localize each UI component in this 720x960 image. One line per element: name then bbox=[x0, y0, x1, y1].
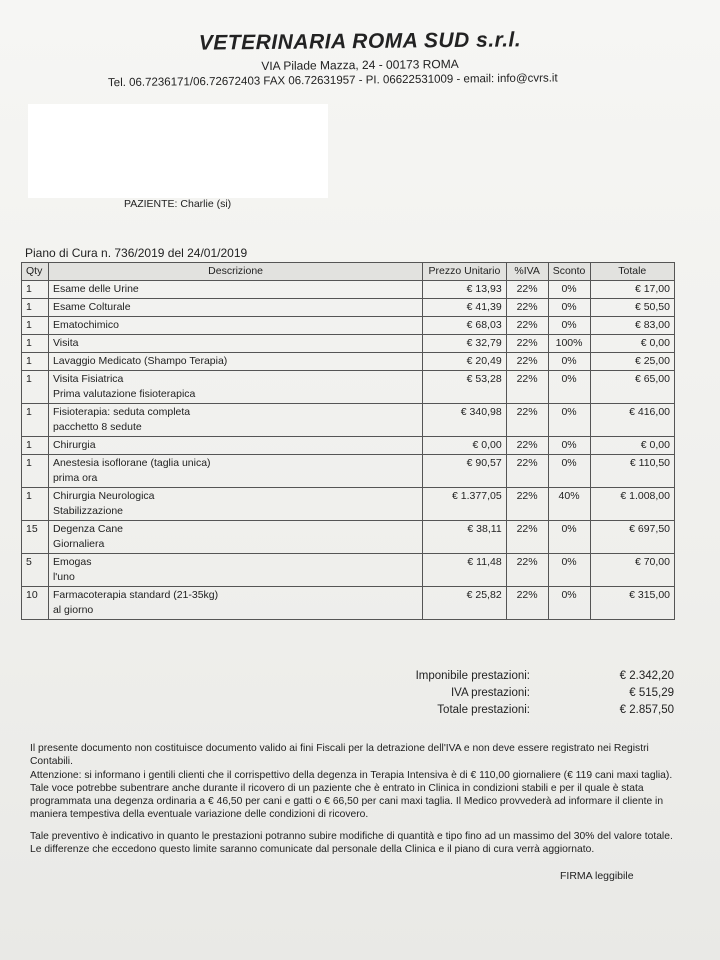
totals-row bbox=[400, 687, 680, 704]
cell-iva bbox=[506, 521, 548, 554]
cell-discount bbox=[548, 335, 590, 353]
cell-total-text: € 50,50 bbox=[634, 301, 670, 313]
cell-total bbox=[590, 455, 674, 488]
cell-description-detail: l'uno bbox=[52, 571, 75, 583]
cell-discount-text: 0% bbox=[561, 556, 577, 568]
cell-qty-text: 1 bbox=[26, 406, 32, 418]
cell-iva-text: 22% bbox=[516, 406, 538, 418]
cell-discount bbox=[548, 587, 590, 620]
cell-total-text: € 25,00 bbox=[634, 355, 670, 367]
cell-discount bbox=[548, 317, 590, 335]
cell-description bbox=[48, 371, 422, 404]
cell-unit-price-text: € 20,49 bbox=[466, 355, 502, 367]
cell-qty bbox=[22, 455, 49, 488]
cell-iva bbox=[506, 281, 548, 299]
cell-qty bbox=[22, 587, 49, 620]
cell-discount-text: 0% bbox=[561, 355, 577, 367]
cell-unit-price-text: € 25,82 bbox=[466, 589, 502, 601]
cell-unit-price bbox=[423, 554, 506, 587]
cell-qty bbox=[22, 488, 49, 521]
cell-qty bbox=[22, 335, 49, 353]
cell-qty bbox=[22, 404, 49, 437]
cell-total bbox=[590, 317, 674, 335]
cell-iva-text: 22% bbox=[516, 556, 538, 568]
cell-iva bbox=[506, 353, 548, 371]
totals-label: Imponibile prestazioni: bbox=[415, 670, 530, 682]
cell-discount-text: 0% bbox=[561, 589, 577, 601]
cell-discount-text: 100% bbox=[555, 337, 583, 349]
cell-qty-text: 1 bbox=[26, 337, 32, 349]
cell-description bbox=[48, 554, 422, 587]
cell-total-text: € 315,00 bbox=[629, 589, 670, 601]
cell-description-detail: pacchetto 8 sedute bbox=[52, 421, 142, 433]
cell-total bbox=[590, 335, 674, 353]
cell-unit-price-text: € 32,79 bbox=[466, 337, 502, 349]
cell-discount bbox=[548, 353, 590, 371]
table-row bbox=[22, 521, 675, 554]
fiscal-note: Il presente documento non costituisce documento valido ai fini Fiscali per la detrazione dell'IVA e non deve essere registrato nei Registri Contabili. bbox=[30, 743, 649, 767]
cell-unit-price bbox=[423, 299, 506, 317]
cell-total bbox=[590, 554, 674, 587]
estimate-note: Tale preventivo è indicativo in quanto le prestazioni potranno subire modifiche di quantità e tipo fino ad un massimo del 30% del valore totale. Le differenze che eccedono questo limite saranno comunicate dal personale della Clinica e il piano di cura verrà aggiornato. bbox=[30, 831, 673, 855]
cell-unit-price-text: € 340,98 bbox=[460, 406, 502, 418]
cell-qty bbox=[22, 371, 49, 404]
cell-iva-text: 22% bbox=[516, 319, 538, 331]
cell-qty-text: 15 bbox=[26, 523, 38, 535]
totals-row bbox=[400, 704, 680, 721]
cell-iva bbox=[506, 404, 548, 437]
cell-unit-price-text: € 41,39 bbox=[466, 301, 502, 313]
header-qty: Qty bbox=[22, 263, 49, 281]
cell-iva bbox=[506, 488, 548, 521]
cell-unit-price bbox=[423, 404, 506, 437]
cell-iva bbox=[506, 335, 548, 353]
cell-description-text: Chirurgia Neurologica bbox=[52, 490, 155, 502]
cell-iva bbox=[506, 437, 548, 455]
cell-description-detail: Prima valutazione fisioterapica bbox=[52, 388, 196, 400]
cell-total-text: € 416,00 bbox=[629, 406, 670, 418]
cell-iva-text: 22% bbox=[516, 457, 538, 469]
header-unit-price: Prezzo Unitario bbox=[423, 263, 506, 281]
cell-discount-text: 0% bbox=[561, 319, 577, 331]
cell-discount bbox=[548, 299, 590, 317]
cell-total bbox=[590, 404, 674, 437]
cell-description-text: Lavaggio Medicato (Shampo Terapia) bbox=[52, 355, 228, 367]
cell-discount-text: 40% bbox=[558, 490, 580, 502]
cell-qty bbox=[22, 299, 49, 317]
cell-total bbox=[590, 437, 674, 455]
cell-description-text: Fisioterapia: seduta completa bbox=[52, 406, 191, 418]
table-row bbox=[22, 353, 675, 371]
totals-value: € 2.857,50 bbox=[619, 704, 674, 716]
cell-discount bbox=[548, 521, 590, 554]
cell-iva-text: 22% bbox=[516, 355, 538, 367]
cell-iva bbox=[506, 371, 548, 404]
cell-discount bbox=[548, 455, 590, 488]
cell-description-text: Degenza Cane bbox=[52, 523, 124, 535]
cell-iva bbox=[506, 455, 548, 488]
cell-qty-text: 1 bbox=[26, 283, 32, 295]
cell-unit-price-text: € 68,03 bbox=[466, 319, 502, 331]
table-row bbox=[22, 281, 675, 299]
cell-description-detail: prima ora bbox=[52, 472, 98, 484]
care-plan-title: Piano di Cura n. 736/2019 del 24/01/2019 bbox=[25, 246, 248, 260]
cell-description bbox=[48, 437, 422, 455]
table-row bbox=[22, 455, 675, 488]
cell-discount-text: 0% bbox=[561, 373, 577, 385]
cell-discount-text: 0% bbox=[561, 406, 577, 418]
cell-description-text: Anestesia isoflorane (taglia unica) bbox=[52, 457, 211, 469]
totals-row bbox=[400, 670, 680, 687]
totals-label: Totale prestazioni: bbox=[437, 704, 530, 716]
table-row bbox=[22, 404, 675, 437]
cell-unit-price bbox=[423, 371, 506, 404]
company-address: VIA Pilade Mazza, 24 - 00173 ROMA bbox=[261, 56, 459, 74]
cell-total bbox=[590, 353, 674, 371]
patient-name: PAZIENTE: Charlie (si) bbox=[124, 198, 232, 210]
cell-description bbox=[48, 587, 422, 620]
cell-discount bbox=[548, 404, 590, 437]
cell-unit-price bbox=[423, 437, 506, 455]
cell-total bbox=[590, 371, 674, 404]
cell-total-text: € 17,00 bbox=[634, 283, 670, 295]
cell-unit-price bbox=[423, 317, 506, 335]
cell-discount bbox=[548, 554, 590, 587]
cell-total-text: € 1.008,00 bbox=[620, 490, 670, 502]
cell-discount bbox=[548, 281, 590, 299]
cell-qty bbox=[22, 554, 49, 587]
cell-qty bbox=[22, 437, 49, 455]
cell-iva-text: 22% bbox=[516, 490, 538, 502]
table-row bbox=[22, 437, 675, 455]
cell-description bbox=[48, 455, 422, 488]
cell-total bbox=[590, 587, 674, 620]
cell-discount-text: 0% bbox=[561, 439, 577, 451]
cell-qty bbox=[22, 521, 49, 554]
table-row bbox=[22, 554, 675, 587]
cell-description-text: Visita Fisiatrica bbox=[52, 373, 124, 385]
cell-unit-price-text: € 38,11 bbox=[467, 523, 502, 535]
cell-qty-text: 1 bbox=[26, 355, 32, 367]
totals-value: € 515,29 bbox=[629, 687, 674, 699]
cell-iva bbox=[506, 587, 548, 620]
cell-qty-text: 10 bbox=[26, 589, 38, 601]
cell-total-text: € 0,00 bbox=[640, 337, 670, 349]
table-row bbox=[22, 299, 675, 317]
cell-description bbox=[48, 353, 422, 371]
cell-description-text: Esame delle Urine bbox=[52, 283, 139, 295]
cell-iva-text: 22% bbox=[516, 589, 538, 601]
cell-iva bbox=[506, 299, 548, 317]
cell-qty bbox=[22, 353, 49, 371]
cell-description-detail: Stabilizzazione bbox=[52, 505, 124, 517]
cell-unit-price-text: € 53,28 bbox=[466, 373, 502, 385]
cell-unit-price bbox=[423, 335, 506, 353]
table-row bbox=[22, 317, 675, 335]
cell-iva-text: 22% bbox=[516, 523, 538, 535]
items-table bbox=[21, 262, 675, 620]
header-discount: Sconto bbox=[548, 263, 590, 281]
cell-unit-price-text: € 13,93 bbox=[466, 283, 502, 295]
cell-qty-text: 1 bbox=[26, 373, 32, 385]
company-name: VETERINARIA ROMA SUD s.r.l. bbox=[198, 28, 522, 55]
cell-qty-text: 1 bbox=[26, 490, 32, 502]
cell-qty-text: 1 bbox=[26, 319, 32, 331]
cell-qty bbox=[22, 317, 49, 335]
cell-description bbox=[48, 488, 422, 521]
cell-qty-text: 1 bbox=[26, 301, 32, 313]
cell-qty-text: 5 bbox=[26, 556, 32, 568]
company-contacts: Tel. 06.7236171/06.72672403 FAX 06.72631957 - PI. 06622531009 - email: info@cvrs.it bbox=[107, 72, 558, 90]
cell-unit-price-text: € 11,48 bbox=[467, 556, 502, 568]
cell-unit-price bbox=[423, 521, 506, 554]
cell-iva-text: 22% bbox=[516, 283, 538, 295]
cell-discount-text: 0% bbox=[561, 523, 577, 535]
cell-qty-text: 1 bbox=[26, 439, 32, 451]
cell-discount bbox=[548, 488, 590, 521]
cell-unit-price bbox=[423, 353, 506, 371]
cell-discount bbox=[548, 371, 590, 404]
cell-total bbox=[590, 521, 674, 554]
cell-total bbox=[590, 299, 674, 317]
cell-total-text: € 70,00 bbox=[634, 556, 670, 568]
cell-unit-price-text: € 0,00 bbox=[472, 439, 502, 451]
table-row bbox=[22, 371, 675, 404]
cell-description-text: Ematochimico bbox=[52, 319, 119, 331]
cell-discount-text: 0% bbox=[561, 457, 577, 469]
table-header-row bbox=[22, 263, 675, 281]
cell-description-text: Chirurgia bbox=[52, 439, 96, 451]
cell-unit-price bbox=[423, 587, 506, 620]
totals-value: € 2.342,20 bbox=[619, 670, 674, 682]
table-row bbox=[22, 587, 675, 620]
cell-description bbox=[48, 335, 422, 353]
cell-total-text: € 110,50 bbox=[629, 457, 670, 469]
cell-total-text: € 697,50 bbox=[629, 523, 670, 535]
header-description: Descrizione bbox=[48, 263, 422, 281]
cell-description-text: Farmacoterapia standard (21-35kg) bbox=[52, 589, 219, 601]
cell-iva-text: 22% bbox=[516, 301, 538, 313]
cell-total-text: € 0,00 bbox=[640, 439, 670, 451]
totals-block bbox=[400, 670, 680, 721]
cell-description-text: Esame Colturale bbox=[52, 301, 131, 313]
cell-description-detail: Giornaliera bbox=[52, 538, 105, 550]
totals-label: IVA prestazioni: bbox=[450, 687, 530, 699]
cell-unit-price bbox=[423, 281, 506, 299]
cell-unit-price bbox=[423, 455, 506, 488]
cell-iva-text: 22% bbox=[516, 337, 538, 349]
cell-total-text: € 65,00 bbox=[634, 373, 670, 385]
cell-iva bbox=[506, 317, 548, 335]
cell-total bbox=[590, 488, 674, 521]
header-iva: %IVA bbox=[506, 263, 548, 281]
cell-iva-text: 22% bbox=[516, 373, 538, 385]
table-row bbox=[22, 488, 675, 521]
cell-description bbox=[48, 281, 422, 299]
cell-total-text: € 83,00 bbox=[634, 319, 670, 331]
header-total: Totale bbox=[590, 263, 674, 281]
cell-description bbox=[48, 317, 422, 335]
cell-unit-price-text: € 1.377,05 bbox=[452, 490, 502, 502]
redacted-client-block bbox=[28, 104, 328, 198]
cell-description-text: Emogas bbox=[52, 556, 92, 568]
table-row bbox=[22, 335, 675, 353]
cell-discount-text: 0% bbox=[561, 283, 577, 295]
cell-discount-text: 0% bbox=[561, 301, 577, 313]
cell-description bbox=[48, 404, 422, 437]
cell-description-detail: al giorno bbox=[52, 604, 94, 616]
cell-iva-text: 22% bbox=[516, 439, 538, 451]
cell-qty-text: 1 bbox=[26, 457, 32, 469]
attention-note: Attenzione: si informano i gentili clienti che il corrispettivo della degenza in Terapia Intensiva è di € 110,00 giornaliere (€ 119 cani maxi taglia). Tale voce potrebbe subentrare anche durante il ricovero di un paziente che è entrato in Clinica in condizioni stabili e per il quale è stata programmata una degenza ordinaria a € 46,50 per cani e gatti o € 66,50 per cani maxi taglia. Il Medico provvederà ad informare il cliente in maniera tempestiva della eventuale variazione delle condizioni di ricovero. bbox=[30, 770, 673, 820]
cell-description-text: Visita bbox=[52, 337, 79, 349]
signature-label: FIRMA leggibile bbox=[560, 870, 634, 882]
cell-unit-price-text: € 90,57 bbox=[466, 457, 502, 469]
cell-iva bbox=[506, 554, 548, 587]
cell-description bbox=[48, 299, 422, 317]
cell-unit-price bbox=[423, 488, 506, 521]
cell-description bbox=[48, 521, 422, 554]
cell-qty bbox=[22, 281, 49, 299]
cell-total bbox=[590, 281, 674, 299]
cell-discount bbox=[548, 437, 590, 455]
